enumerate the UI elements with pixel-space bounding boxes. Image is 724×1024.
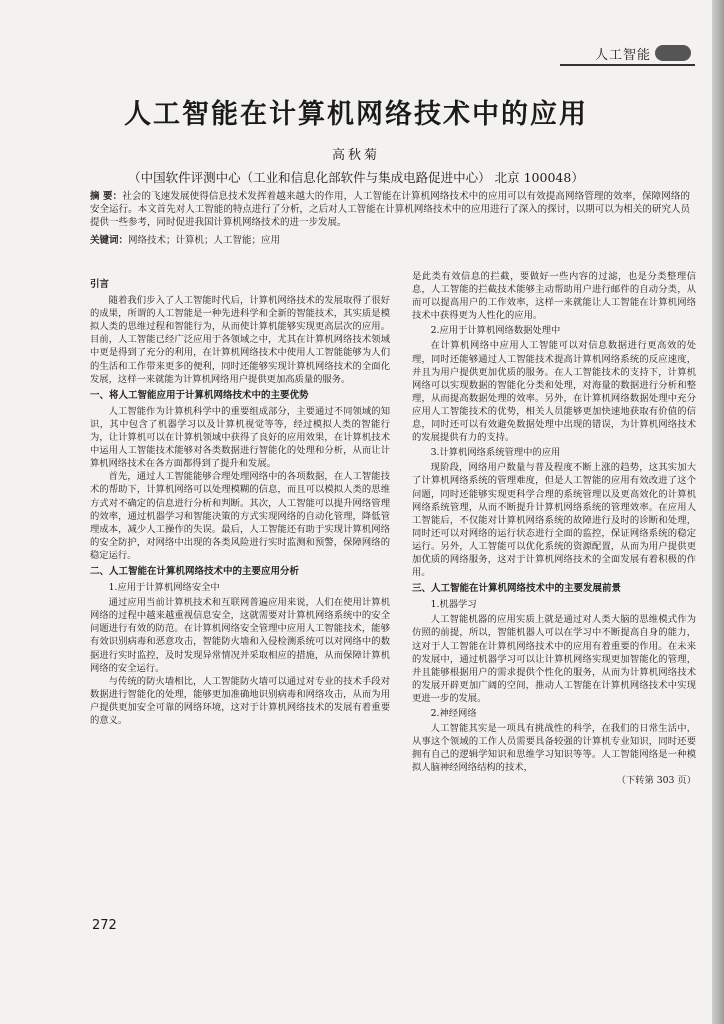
journal-logo-icon: [655, 45, 691, 61]
section-3-1-paragraph: 人工智能机器的应用实质上就是通过对人类大脑的思维模式作为仿照的前提，所以，智能机器人可以在学习中不断提高自身的能力，这对于人工智能在计算机网络技术中的应用有着重要的作用。在未来的发展中，通过机器学习可以让计算机网络实现更加智能化的管理，并且能够根据用户的需求提供个性化的服务，从而为计算机网络技术的发展开辟更加广阔的空间，推动人工智能在计算机网络技术中实现更进一步的发展。: [412, 614, 696, 704]
section-2-3-paragraph: 现阶段，网络用户数量与普及程度不断上涨的趋势，这其实加大了计算机网络系统的管理难度，但是人工智能的应用有效改进了这个问题，同时还能够实现更科学合理的系统管理以及更高效化的计算机网络系统管理，从而不断提升计算机网络系统的管理效率。在应用人工智能后，不仅能对计算机网络系统的故障进行及时的诊断和处理，同时还可以对网络的运行状态进行全面的监控，保证网络系统的稳定运行。另外，人工智能可以优化系统的资源配置，从而为用户提供更加优质的网络服务，这对于计算机网络技术的全面发展有着积极的作用。: [412, 462, 696, 579]
keywords: [90, 232, 690, 246]
abstract-label: 摘 要：: [90, 191, 123, 202]
section-2-1-paragraph-2: 与传统的防火墙相比，人工智能防火墙可以通过对专业的技术手段对数据进行智能化的处理，能够更加准确地识别病毒和网络攻击，从而为用户提供更加安全可靠的网络环境，这对于计算机网络技术的发展有着重要的意义。: [90, 675, 390, 726]
article-title: 人工智能在计算机网络技术中的应用: [124, 99, 588, 130]
section-1-paragraph-1: 人工智能作为计算机科学中的重要组成部分，主要通过不同领域的知识，其中包含了机器学习以及计算机视觉等等，经过模拟人类的智能行为，让计算机可以在计算机领域中获得了良好的应用效果，在计算机技术中运用人工智能技术能够对各类数据进行智能化的处理和分析，从而让计算机网络技术在各方面都得到了提升和发展。: [90, 405, 390, 470]
header-section-label: 人工智能: [594, 48, 651, 63]
section-3-1-heading: 1.机器学习: [430, 599, 477, 611]
page-number: 272: [92, 918, 117, 933]
section-1-heading: 一、将人工智能应用于计算机网络技术中的主要优势: [90, 389, 309, 401]
author-name: 高秋菊: [331, 148, 380, 163]
section-2-2-paragraph: 在计算机网络中应用人工智能可以对信息数据进行更高效的处理，同时还能够通过人工智能技术提高计算机网络系统的反应速度，并且为用户提供更加优质的服务。在人工智能技术的支持下，计算机网络可以实现数据的智能化分类和处理，对海量的数据进行分析和整理，从而提高数据处理的效率。另外，在计算机网络数据处理中充分应用人工智能技术的优势，相关人员能够更加快速地获取有价值的信息，同时还可以有效避免数据处理中出现的错误，为计算机网络技术的发展提供有力的支持。: [412, 340, 696, 444]
intro-heading: 引言: [90, 279, 110, 290]
keywords-label: 关键词：: [90, 235, 129, 246]
author-affiliation: （中国软件评测中心（工业和信息化部软件与集成电路促进中心） 北京 100048）: [128, 170, 584, 185]
section-3-2-heading: 2.神经网络: [430, 708, 477, 719]
section-2-1-heading: 1.应用于计算机网络安全中: [108, 582, 220, 594]
section-2-1-paragraph-1: 通过应用当前计算机技术和互联网普遍应用来说，人们在使用计算机网络的过程中越来越重视信息安全，这就需要对计算机网络系统中的安全问题进行有效的防范。在计算机网络安全管理中应用人工智能技术，能够有效识别病毒和恶意攻击，智能防火墙和入侵检测系统可以对网络中的数据进行实时监控，及时发现异常情况并采取相应的措施，从而保障计算机网络的安全运行。: [90, 597, 390, 674]
abstract-text: 社会的飞速发展使得信息技术发挥着越来越大的作用，人工智能在计算机网络技术中的应用可以有效提高网络管理的效率，保障网络的安全运行。本文首先对人工智能的特点进行了分析，之后对人工智能在计算机网络技术中的应用进行了深入的探讨，以期可以为相关的研究人员提供一些参考，同时促进我国计算机网络技术的进一步发展。: [90, 191, 690, 228]
section-3-2-paragraph: 人工智能其实是一项具有挑战性的科学，在我们的日常生活中，从事这个领域的工作人员需要具备较强的计算机专业知识，同时还要拥有自己的逻辑学知识和思维学习知识等等。人工智能网络是一种模拟人脑神经网络结构的技术，: [412, 723, 696, 774]
intro-paragraph: 随着我们步入了人工智能时代后，计算机网络技术的发展取得了很好的成果，所谓的人工智能是一种先进科学和全新的智能技术，其实质是模拟人类的思维过程和智能行为，从而使计算机能够实现更高层次的应用。目前，人工智能已经广泛应用于各领域之中，尤其在计算机网络技术领域中更是得到了充分的利用，在计算机网络技术中使用人工智能能够为人们的生活和工作带来更多的便利，同时还能够实现计算机网络技术的全面化发展，这样一来就能为计算机网络用户提供更加高质量的服务。: [90, 295, 390, 385]
section-1-paragraph-2: 首先，通过人工智能能够合理处理网络中的各项数据，在人工智能技术的帮助下，计算机网络可以处理模糊的信息，而且可以模拟人类的思维方式对不确定的信息进行分析和判断。其次，人工智能可以提升网络管理的效率，通过机器学习和智能决策的方式实现网络的自动化管理，降低管理成本，减少人工操作的失误。最后，人工智能还有助于实现计算机网络的安全防护，对网络中出现的各类风险进行实时监测和预警，保障网络的稳定运行。: [90, 471, 390, 561]
abstract: [90, 190, 690, 229]
section-2-2-heading: 2.应用于计算机网络数据处理中: [430, 325, 561, 337]
section-2-3-heading: 3.计算机网络系统管理中的应用: [430, 447, 561, 459]
page-edge-shadow: [712, 0, 724, 1024]
body-column-right: [412, 270, 696, 935]
running-header: [560, 44, 695, 66]
continued-note: （下转第 303 页）: [616, 775, 696, 787]
body-column-left: [90, 275, 390, 895]
section-3-heading: 三、人工智能在计算机网络技术中的主要发展前景: [412, 583, 622, 595]
section-2-heading: 二、人工智能在计算机网络技术中的主要应用分析: [90, 565, 300, 577]
section-2-1-continued: 是此类有效信息的拦截，要做好一些内容的过滤，也是分类整理信息，人工智能的拦截技术能够主动帮助用户进行邮件的自动分类，从而可以提高用户的工作效率，这样一来就能让人工智能在计算机网络技术中获得更为人性化的应用。: [412, 271, 696, 322]
keywords-text: 网络技术；计算机；人工智能；应用: [128, 235, 281, 246]
